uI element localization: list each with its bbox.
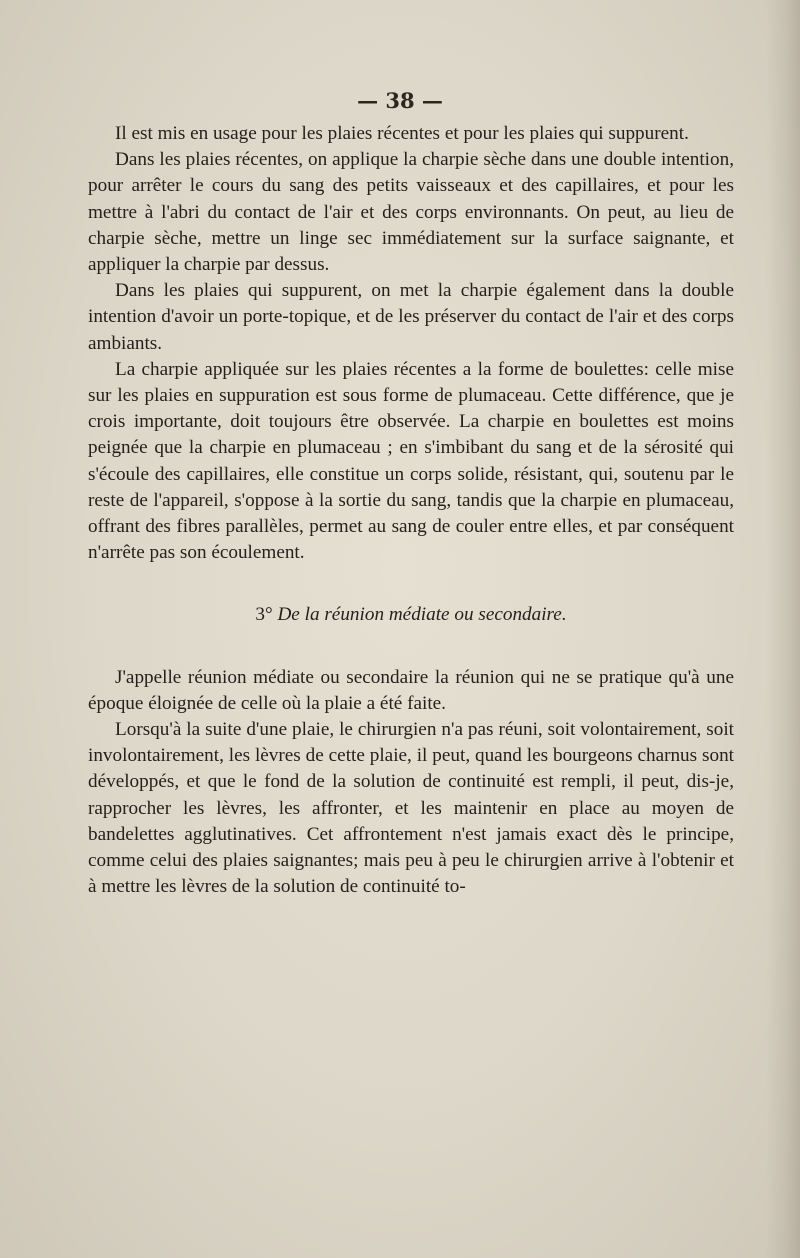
paragraph: Dans les plaies qui suppurent, on met la charpie également dans la double intention d'avoir un porte-topique, et de les préserver du contact de l'air et des corps ambiants. — [88, 280, 734, 354]
paragraph: Il est mis en usage pour les plaies récentes et pour les plaies qui suppurent. — [115, 123, 689, 144]
paragraph: J'appelle réunion médiate ou secondaire la réunion qui ne se pratique qu'à une époque éloignée de celle où la plaie a été faite. — [88, 666, 734, 714]
section-title: De la réunion médiate ou secondaire. — [277, 604, 567, 626]
paragraph: Lorsqu'à la suite d'une plaie, le chirurgien n'a pas réuni, soit volontairement, soit involontairement, les lèvres de cette plaie, il peut, quand les bourgeons charnus sont développés, et que le fond de la solution de continuité est rempli, il peut, dis-je, rapprocher les lèvres, les affronter, et les maintenir en place au moyen de bandelettes agglutinatives. Cet affrontement n'est jamais exact dès le principe, comme celui des plaies saignantes; mais peu à peu le chirurgien arrive à l'obtenir et à mettre les lèvres de la solution de continuité to- — [88, 719, 734, 898]
section-heading — [88, 602, 734, 628]
page-body — [88, 121, 734, 900]
paragraph: La charpie appliquée sur les plaies récentes a la forme de boulettes: celle mise sur les plaies en suppuration est sous forme de plumaceau. Cette différence, que je crois importante, doit toujours être observée. La charpie en boulettes est moins peignée que la charpie en plumaceau ; en s'imbibant du sang et de la sérosité qui s'écoule des capillaires, elle constitue un corps solide, résistant, qui, soutenu par le reste de l'appareil, s'oppose à la sortie du sang, tandis que la charpie en plumaceau, offrant des fibres parallèles, permet au sang de couler entre elles, et par conséquent n'arrête pas son écoulement. — [88, 358, 734, 564]
section-number: 3° — [255, 604, 273, 626]
paragraph: Dans les plaies récentes, on applique la charpie sèche dans une double intention, pour arrêter le cours du sang des petits vaisseaux et des capillaires, et pour les mettre à l'abri du contact de l'air et des corps environnants. On peut, au lieu de charpie sèche, mettre un linge sec immédiatement sur la surface saignante, et appliquer la charpie par dessus. — [88, 149, 734, 276]
page-edge-shadow — [766, 0, 800, 1258]
page-number: — 38 — — [357, 88, 443, 113]
